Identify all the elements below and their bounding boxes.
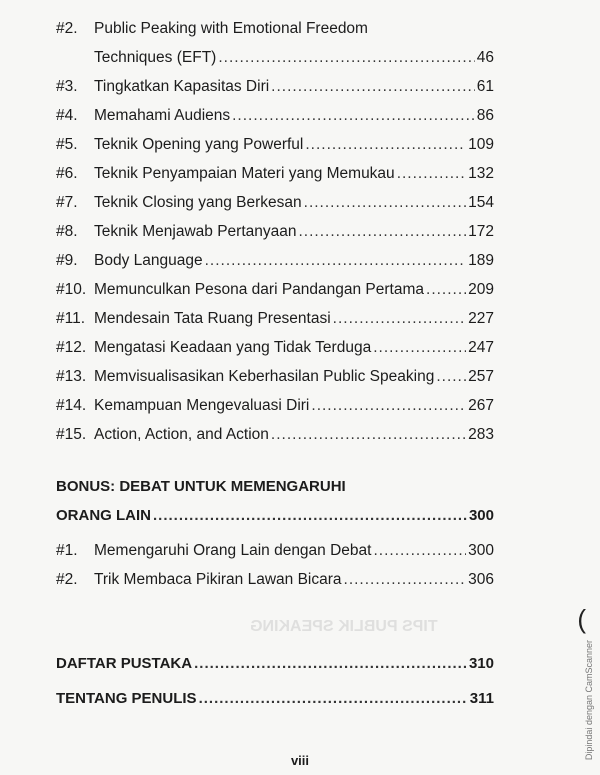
leader-dots <box>153 507 467 525</box>
leader-dots <box>373 542 466 560</box>
toc-entry-page: 209 <box>468 281 494 298</box>
toc-entry-page: 306 <box>468 571 494 588</box>
bracket-mark: ( <box>577 604 586 634</box>
toc-entry <box>56 339 494 357</box>
toc-entry-number: #10. <box>56 281 87 298</box>
toc-entry-2-first-line <box>56 20 368 38</box>
back-matter-title: DAFTAR PUSTAKA <box>56 655 193 672</box>
toc-entry <box>56 136 494 154</box>
bonus-entry <box>56 571 494 589</box>
leader-dots <box>305 136 466 154</box>
toc-entry-page: 283 <box>468 426 494 443</box>
toc-entry-number: #14. <box>56 397 87 414</box>
bonus-heading-line2: ORANG LAIN <box>56 507 151 524</box>
toc-entry <box>56 165 494 183</box>
toc-entry-number: #15. <box>56 426 87 443</box>
toc-entry-page: 46 <box>476 49 494 66</box>
back-matter-title: TENTANG PENULIS <box>56 690 197 707</box>
leader-dots <box>271 426 466 444</box>
toc-entry-number: #6. <box>56 165 78 182</box>
toc-entry-title: Tingkatkan Kapasitas Diri <box>94 78 270 95</box>
toc-entry-title: Action, Action, and Action <box>94 426 269 443</box>
toc-entry <box>56 49 494 67</box>
toc-entry-number: #2. <box>56 20 78 37</box>
bonus-page: 300 <box>468 507 494 524</box>
bonus-heading-line1: BONUS: DEBAT UNTUK MEMENGARUHI <box>56 478 346 495</box>
toc-entry-title: Kemampuan Mengevaluasi Diri <box>94 397 310 414</box>
leader-dots <box>333 310 466 328</box>
toc-entry-page: 86 <box>476 107 494 124</box>
toc-entry-number: #2. <box>56 571 78 588</box>
leader-dots <box>436 368 466 386</box>
toc-entry-title: Teknik Penyampaian Materi yang Memukau <box>94 165 395 182</box>
toc-entry-number: #9. <box>56 252 78 269</box>
leader-dots <box>194 655 467 673</box>
toc-entry-title: Mengatasi Keadaan yang Tidak Terduga <box>94 339 372 356</box>
toc-entry-title: Memunculkan Pesona dari Pandangan Pertama <box>94 281 425 298</box>
toc-entry-page: 227 <box>468 310 494 327</box>
toc-entry <box>56 426 494 444</box>
toc-entry-number: #3. <box>56 78 78 95</box>
back-matter-page: 311 <box>469 690 494 707</box>
leader-dots <box>298 223 466 241</box>
show-through-text: TIPS PUBLIK SPEAKING <box>250 618 438 635</box>
toc-entry-number: #13. <box>56 368 87 385</box>
toc-entry-page: 61 <box>476 78 494 95</box>
toc-entry <box>56 107 494 125</box>
toc-entry-number: #11. <box>56 310 86 327</box>
toc-entry-number: #7. <box>56 194 78 211</box>
toc-entry-title: Memvisualisasikan Keberhasilan Public Speaking <box>94 368 435 385</box>
scanner-watermark: Dipindai dengan CamScanner <box>584 640 594 761</box>
toc-entry-page: 132 <box>468 165 494 182</box>
toc-entry <box>56 194 494 212</box>
toc-entry-page: 189 <box>468 252 494 269</box>
leader-dots <box>304 194 466 212</box>
toc-entry-title: Body Language <box>94 252 203 269</box>
toc-entry-title: Trik Membaca Pikiran Lawan Bicara <box>94 571 342 588</box>
leader-dots <box>199 690 468 708</box>
toc-entry-page: 109 <box>468 136 494 153</box>
leader-dots <box>218 49 474 67</box>
leader-dots <box>344 571 467 589</box>
toc-entry-title-line1: Public Peaking with Emotional Freedom <box>94 20 368 37</box>
leader-dots <box>205 252 467 270</box>
toc-entry <box>56 310 494 328</box>
toc-entry-number: #1. <box>56 542 78 559</box>
toc-entry-title: Memahami Audiens <box>94 107 231 124</box>
bonus-heading <box>56 507 494 525</box>
page-number: viii <box>290 753 310 768</box>
back-matter-entry <box>56 690 494 708</box>
toc-entry-title: Memengaruhi Orang Lain dengan Debat <box>94 542 372 559</box>
toc-entry <box>56 78 494 96</box>
leader-dots <box>397 165 466 183</box>
toc-entry-page: 257 <box>468 368 494 385</box>
toc-entry <box>56 281 494 299</box>
toc-entry-title: Teknik Closing yang Berkesan <box>94 194 302 211</box>
toc-entry-title: Mendesain Tata Ruang Presentasi <box>94 310 331 327</box>
bonus-entry <box>56 542 494 560</box>
leader-dots <box>373 339 466 357</box>
toc-entry-title: Teknik Opening yang Powerful <box>94 136 304 153</box>
toc-entry-number: #4. <box>56 107 78 124</box>
leader-dots <box>426 281 466 299</box>
back-matter-entry <box>56 655 494 673</box>
toc-entry <box>56 368 494 386</box>
toc-entry <box>56 397 494 415</box>
leader-dots <box>271 78 475 96</box>
leader-dots <box>311 397 466 415</box>
toc-entry-number: #12. <box>56 339 87 356</box>
toc-entry <box>56 223 494 241</box>
toc-entry-title: Techniques (EFT) <box>94 49 217 66</box>
toc-entry-page: 172 <box>468 223 494 240</box>
leader-dots <box>232 107 475 125</box>
toc-entry-page: 154 <box>468 194 494 211</box>
toc-entry-title: Teknik Menjawab Pertanyaan <box>94 223 297 240</box>
toc-entry <box>56 252 494 270</box>
toc-entry-page: 247 <box>468 339 494 356</box>
toc-entry-page: 300 <box>468 542 494 559</box>
toc-entry-number: #8. <box>56 223 78 240</box>
toc-entry-number: #5. <box>56 136 78 153</box>
toc-entry-page: 267 <box>468 397 494 414</box>
back-matter-page: 310 <box>468 655 494 672</box>
